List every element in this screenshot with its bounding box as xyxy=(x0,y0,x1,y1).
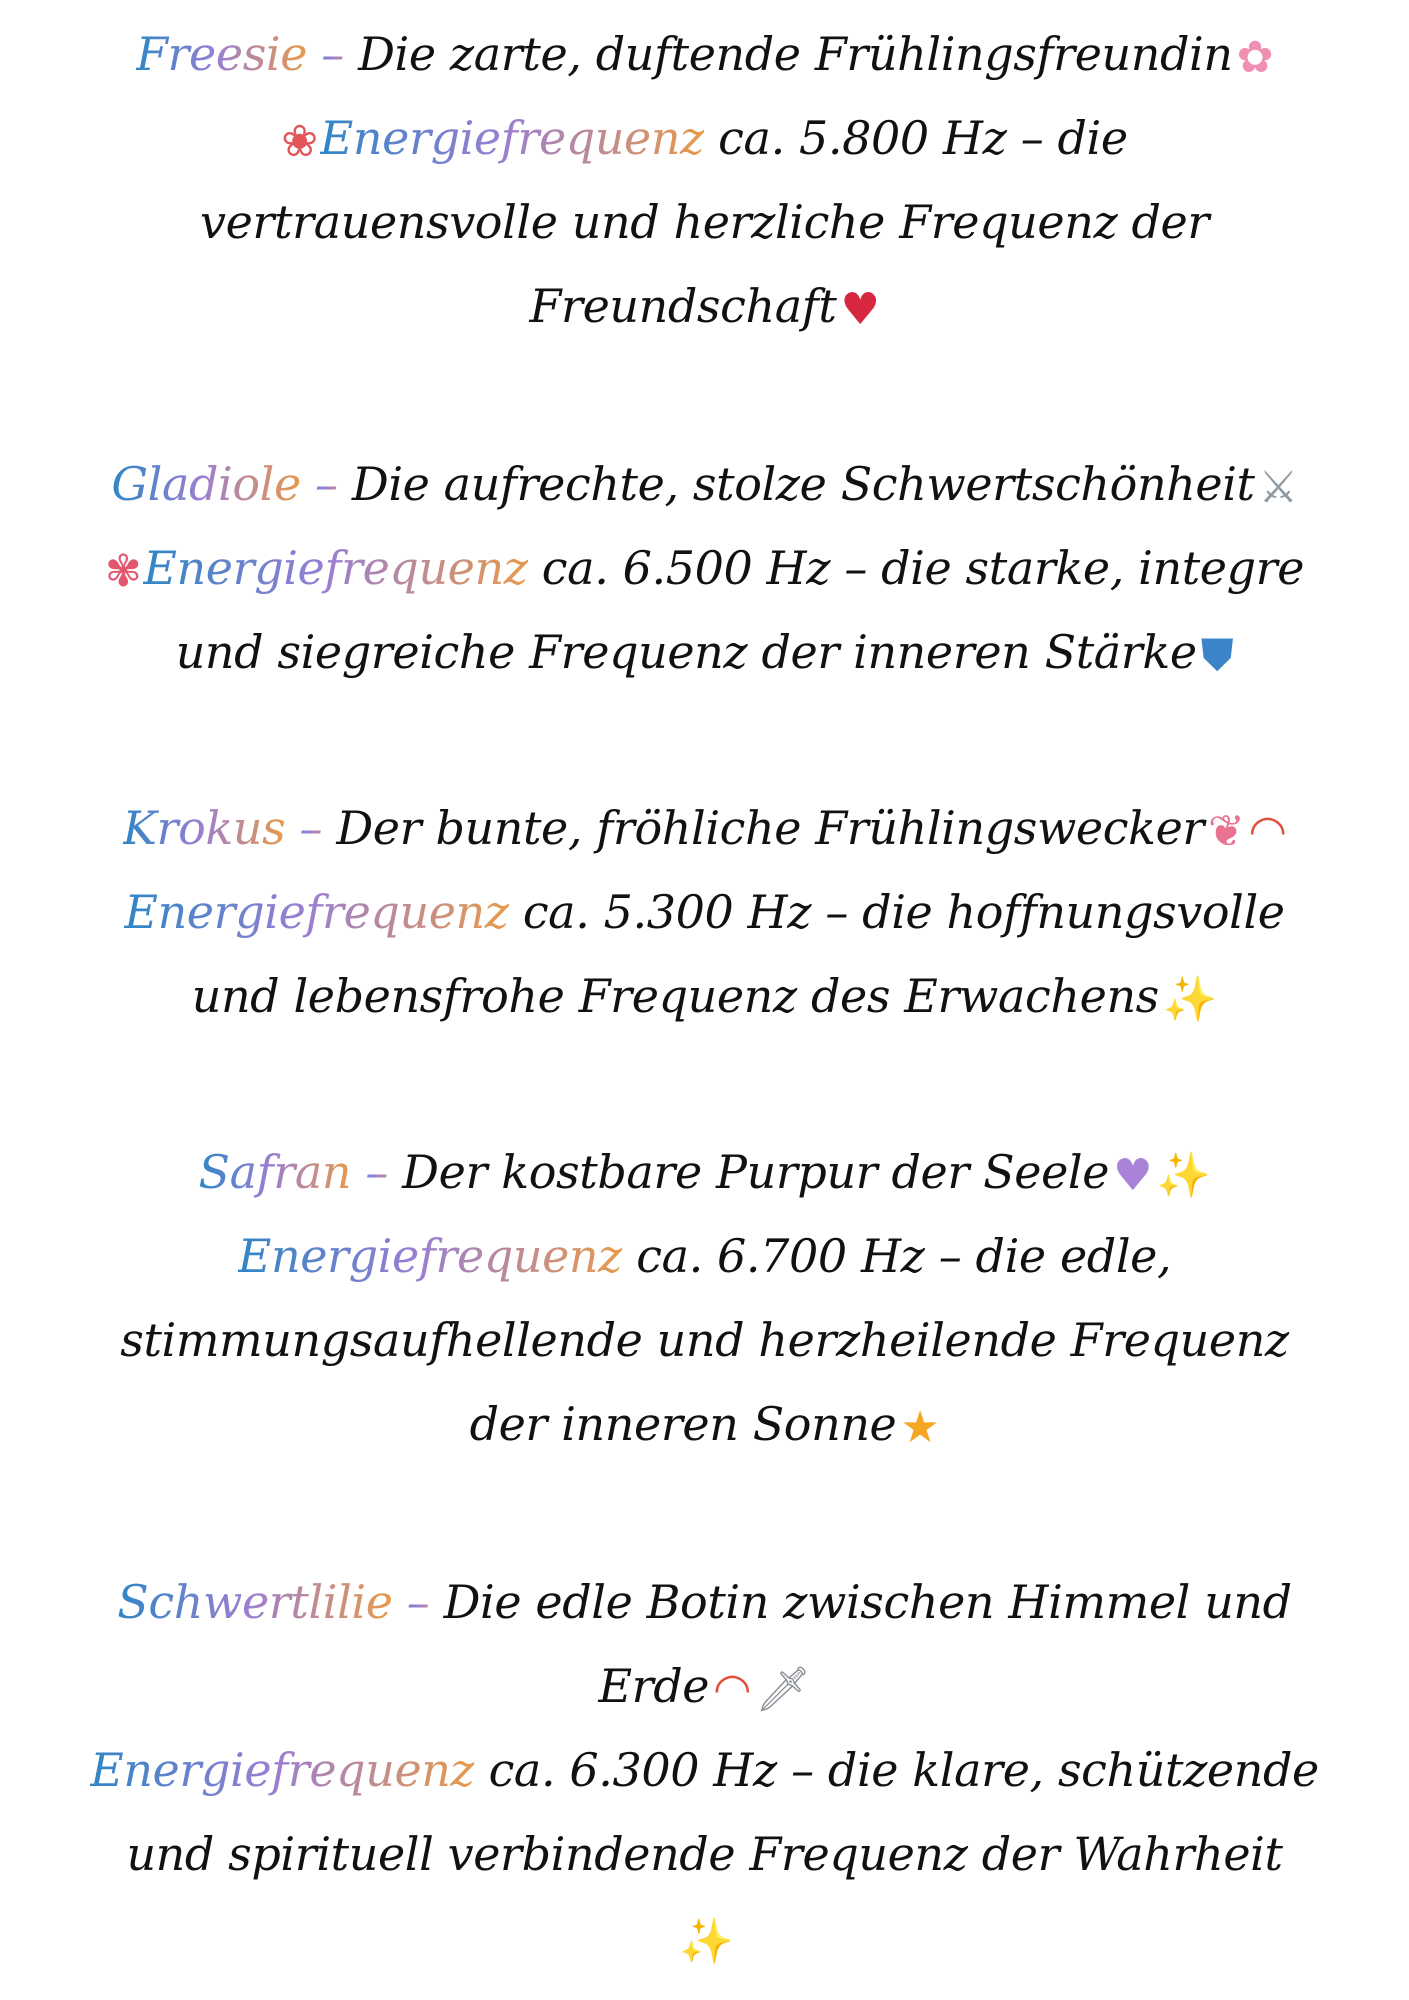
hibiscus-icon: ✾ xyxy=(104,546,142,597)
heading-dash: – xyxy=(392,1575,444,1629)
crossed-swords-icon: ⚔ xyxy=(1258,462,1298,513)
dagger-icon: 🗡 xyxy=(755,1664,811,1715)
description-line-end xyxy=(60,954,1349,1038)
sparkling-heart-icon: ♥ xyxy=(840,284,880,335)
description-line: und spirituell verbindende Frequenz der Wahrheit xyxy=(126,1827,1283,1881)
energy-label: Energiefrequenz xyxy=(90,1743,475,1797)
energy-line xyxy=(60,1728,1349,1812)
entry-heading-cont xyxy=(60,1644,1349,1728)
heading-dash: – xyxy=(285,801,337,855)
description-line-end xyxy=(60,264,1349,348)
flower-name: Schwertlilie xyxy=(117,1575,393,1629)
entry-heading xyxy=(60,1560,1349,1644)
star-icon: ★ xyxy=(900,1402,940,1453)
tagline: Der kostbare Purpur der Seele xyxy=(402,1145,1110,1199)
entry-safran xyxy=(60,1130,1349,1466)
heading-dash: – xyxy=(307,27,359,81)
tagline: Der bunte, fröhliche Frühlingswecker xyxy=(336,801,1204,855)
energy-line xyxy=(60,1214,1349,1298)
description-text: der inneren Sonne xyxy=(469,1397,897,1451)
flower-name: Freesie xyxy=(135,27,308,81)
shield-icon: ⛊ xyxy=(1200,630,1234,681)
description-text: und lebensfrohe Frequenz des Erwachens xyxy=(191,969,1159,1023)
energy-text: ca. 5.300 Hz – die hoffnungsvolle xyxy=(508,885,1285,939)
sparkles-icon: ✨ xyxy=(1162,974,1218,1025)
bouquet-icon: ❀ xyxy=(281,116,318,167)
tulip-icon: ❦ xyxy=(1208,806,1245,857)
energy-label: Energiefrequenz xyxy=(237,1229,622,1283)
entry-freesie xyxy=(60,12,1349,348)
entry-heading xyxy=(60,442,1349,526)
flower-name: Safran xyxy=(198,1145,352,1199)
purple-heart-icon: ♥ xyxy=(1113,1150,1153,1201)
sparkles-icon: ✨ xyxy=(679,1916,734,1967)
tagline: Die edle Botin zwischen Himmel und xyxy=(443,1575,1292,1629)
description-line-end xyxy=(60,610,1349,694)
entry-heading xyxy=(60,12,1349,96)
energy-text: ca. 6.700 Hz – die edle, xyxy=(622,1229,1172,1283)
energy-line xyxy=(60,96,1349,180)
entry-gladiole xyxy=(60,442,1349,694)
energy-label: Energiefrequenz xyxy=(143,541,528,595)
flower-name: Krokus xyxy=(122,801,286,855)
entry-krokus xyxy=(60,786,1349,1038)
description-line: vertrauensvolle und herzliche Frequenz der xyxy=(200,195,1209,249)
heading-dash: – xyxy=(300,457,352,511)
energy-line xyxy=(60,526,1349,610)
description-line-end xyxy=(60,1896,1349,1980)
rainbow-icon: ◠ xyxy=(1248,806,1287,857)
description-line: stimmungsaufhellende und herzheilende Frequenz xyxy=(120,1313,1289,1367)
rainbow-icon: ◠ xyxy=(713,1664,752,1715)
tagline: Die zarte, duftende Frühlingsfreundin xyxy=(358,27,1233,81)
entry-heading xyxy=(60,1130,1349,1214)
tagline: Die aufrechte, stolze Schwertschönheit xyxy=(351,457,1255,511)
sparkles-icon: ✨ xyxy=(1156,1150,1211,1201)
cherry-blossom-icon: ✿ xyxy=(1236,32,1274,83)
energy-label: Energiefrequenz xyxy=(319,111,704,165)
description-text: und siegreiche Frequenz der inneren Stärke xyxy=(175,625,1197,679)
description-line-end xyxy=(60,1382,1349,1466)
heading-dash: – xyxy=(351,1145,403,1199)
energy-text: ca. 5.800 Hz – die xyxy=(703,111,1128,165)
energy-label: Energiefrequenz xyxy=(124,885,509,939)
description-text: Freundschaft xyxy=(529,279,837,333)
energy-text: ca. 6.300 Hz – die klare, schützende xyxy=(474,1743,1319,1797)
entry-schwertlilie xyxy=(60,1560,1349,1980)
entry-heading xyxy=(60,786,1349,870)
tagline-cont: Erde xyxy=(598,1659,710,1713)
energy-text: ca. 6.500 Hz – die starke, integre xyxy=(527,541,1305,595)
energy-line xyxy=(60,870,1349,954)
flower-name: Gladiole xyxy=(111,457,301,511)
